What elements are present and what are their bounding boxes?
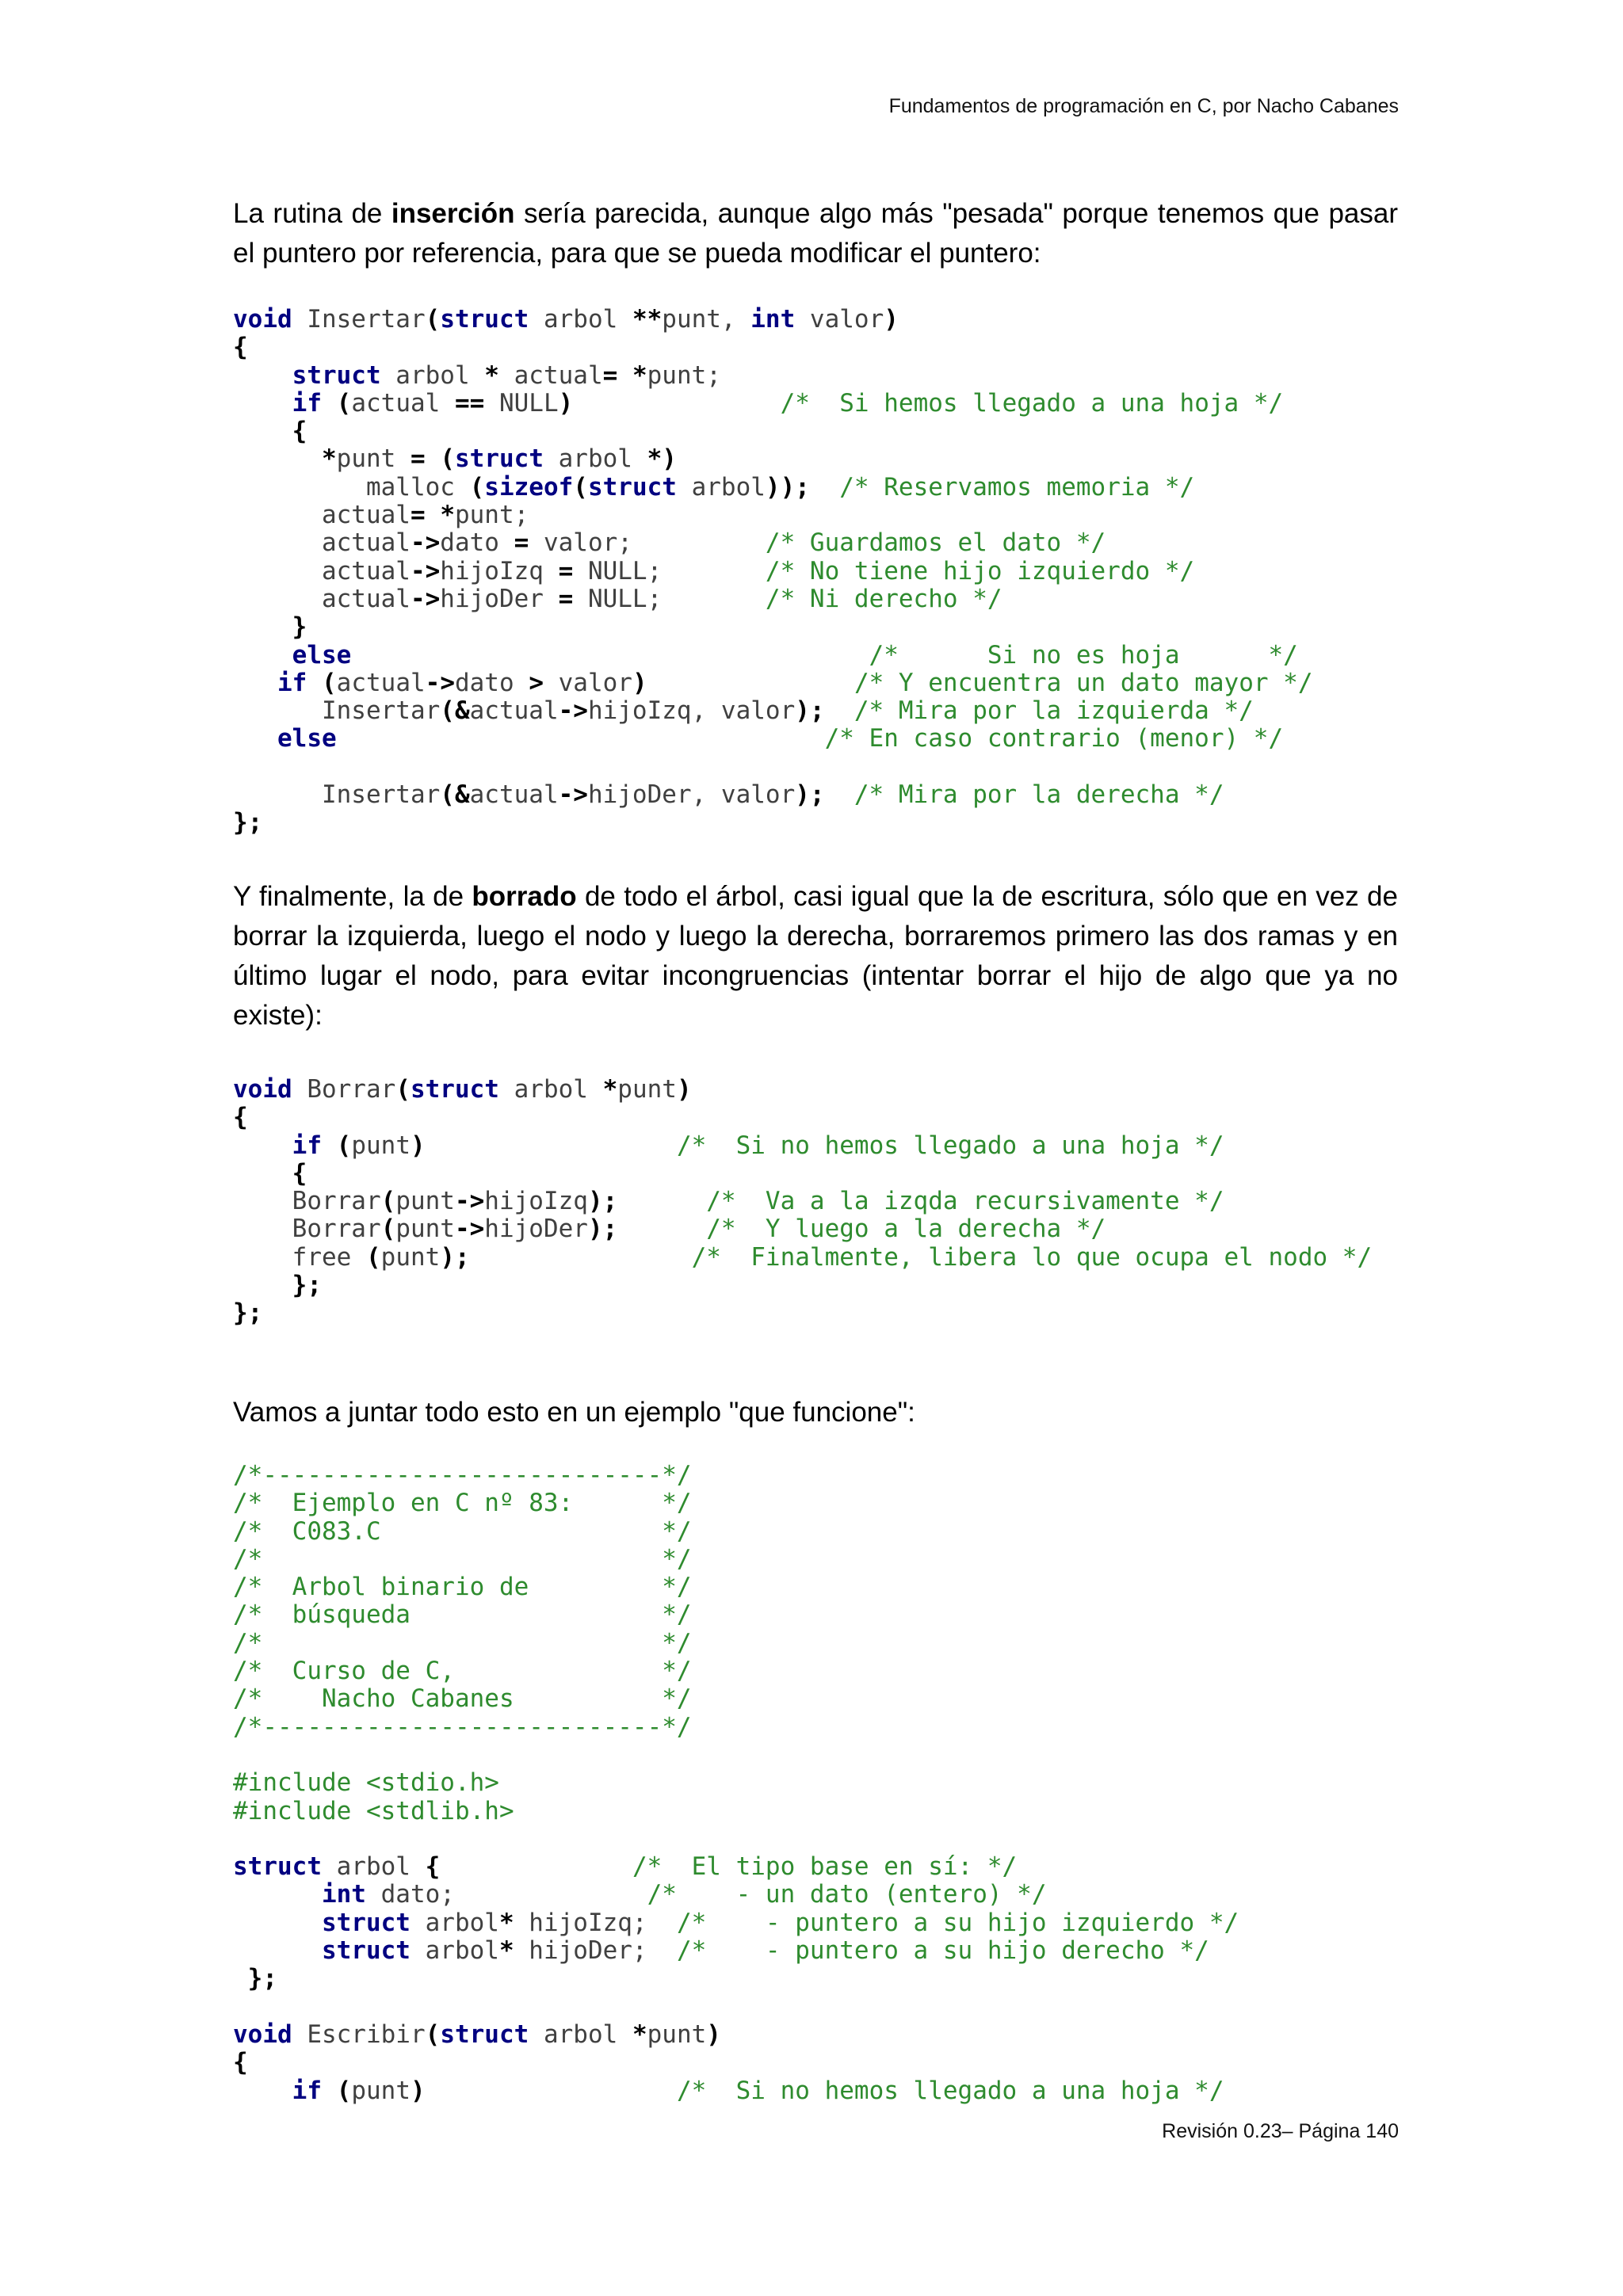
code-preprocessor: #include <stdlib.h> <box>233 1796 514 1825</box>
code-operator: = <box>558 584 574 613</box>
code-operator: { <box>233 2048 248 2077</box>
code-text <box>233 1271 292 1299</box>
bold-term-insercion: inserción <box>391 198 515 229</box>
code-text: NULL; <box>573 584 766 613</box>
code-comment: /* Si no es hoja */ <box>869 640 1298 669</box>
code-comment: /* Ejemplo en C nº 83: */ <box>233 1489 692 1518</box>
code-operator: ); <box>440 1242 470 1272</box>
code-text: hijoIzq; <box>514 1908 677 1937</box>
code-line <box>233 305 899 334</box>
code-operator: ) <box>410 1131 426 1160</box>
code-line <box>233 417 307 445</box>
code-comment: /* Mira por la derecha */ <box>854 780 1224 810</box>
code-operator: }; <box>233 1299 263 1328</box>
page-footer: Revisión 0.23– Página 140 <box>1162 2120 1399 2142</box>
code-text <box>233 417 292 445</box>
code-operator: { <box>233 1103 248 1132</box>
code-comment: /* - puntero a su hijo derecho */ <box>676 1936 1209 1966</box>
code-line <box>233 641 1298 669</box>
code-operator: * <box>440 501 455 530</box>
code-text: arbol <box>529 2019 632 2049</box>
code-text: hijoDer <box>440 584 559 613</box>
code-text: punt <box>336 444 411 474</box>
code-text: arbol <box>498 1075 603 1104</box>
code-keyword: void <box>233 2019 292 2049</box>
code-text <box>233 1936 322 1965</box>
code-text <box>233 389 292 418</box>
code-comment: /* Va a la izqda recursivamente */ <box>706 1187 1224 1216</box>
code-operator: ( <box>336 1131 352 1160</box>
code-text <box>573 389 780 418</box>
code-text: Borrar <box>292 1075 396 1104</box>
code-text: punt <box>351 1131 411 1160</box>
code-operator: = <box>602 360 618 390</box>
code-text: punt <box>617 1075 677 1104</box>
code-text: actual <box>233 584 411 613</box>
code-text <box>440 1852 632 1881</box>
code-operator: { <box>292 417 307 446</box>
code-text: Insertar <box>233 780 441 810</box>
code-operator: * <box>321 444 337 474</box>
code-operator: -> <box>558 696 588 726</box>
code-comment: /* Ni derecho */ <box>765 584 1002 613</box>
code-block-insertar <box>233 306 1313 837</box>
code-operator: -> <box>454 1187 485 1216</box>
code-text: Insertar <box>233 696 441 726</box>
code-comment: /* Arbol binario de */ <box>233 1573 692 1602</box>
code-operator: ) <box>632 668 647 697</box>
code-operator: { <box>425 1852 441 1882</box>
code-text: hijoDer <box>484 1215 588 1244</box>
code-operator: } <box>292 612 307 642</box>
code-text <box>233 641 292 669</box>
code-text: actual <box>233 556 411 585</box>
code-line <box>233 1797 514 1825</box>
code-keyword: void <box>233 305 292 334</box>
code-keyword: if <box>292 2076 322 2105</box>
code-text: dato <box>440 528 514 558</box>
code-keyword: struct <box>321 1936 411 1966</box>
code-text: punt, <box>662 305 751 334</box>
code-operator: (& <box>440 780 470 810</box>
code-text <box>233 669 277 697</box>
code-keyword: if <box>277 668 307 697</box>
code-comment: /* Mira por la izquierda */ <box>854 696 1254 726</box>
code-block-ejemplo <box>233 1462 1239 2105</box>
code-text <box>233 1131 292 1160</box>
code-text <box>351 641 869 669</box>
code-comment: /* C083.C */ <box>233 1516 692 1546</box>
code-text: arbol <box>380 360 485 390</box>
code-text: arbol <box>410 1908 499 1937</box>
code-line <box>233 612 307 641</box>
code-text <box>233 1159 292 1188</box>
code-text: actual <box>351 388 455 418</box>
code-text <box>233 1880 322 1909</box>
code-line <box>233 1271 322 1299</box>
code-comment: /* No tiene hijo izquierdo */ <box>765 556 1195 585</box>
code-line <box>233 1545 692 1573</box>
code-line <box>233 1187 1224 1215</box>
code-keyword: struct <box>233 1852 322 1882</box>
code-line <box>233 2077 1224 2105</box>
code-line <box>233 669 1313 697</box>
code-text <box>647 669 854 697</box>
code-operator: ) <box>706 2019 721 2049</box>
code-line <box>233 2020 721 2049</box>
code-line <box>233 1299 262 1327</box>
code-operator: > <box>529 668 544 697</box>
code-text: free <box>233 1242 366 1272</box>
code-text: punt <box>380 1242 441 1272</box>
code-comment: /* En caso contrario (menor) */ <box>824 724 1284 753</box>
code-text: arbol <box>529 305 632 334</box>
code-operator: = <box>410 501 426 530</box>
code-text: hijoIzq <box>484 1187 588 1216</box>
code-keyword: if <box>292 1131 322 1160</box>
code-text <box>426 501 441 529</box>
bold-term-borrado: borrado <box>472 881 577 912</box>
code-text: actual <box>498 360 603 390</box>
code-operator: * <box>498 1936 514 1966</box>
code-keyword: int <box>750 305 796 334</box>
code-text: actual <box>336 668 426 697</box>
code-text: valor <box>543 668 632 697</box>
code-line <box>233 696 1254 725</box>
code-keyword: struct <box>410 1075 499 1104</box>
code-operator: = <box>410 444 426 474</box>
code-comment: /*---------------------------*/ <box>233 1712 692 1741</box>
code-keyword: struct <box>440 305 529 334</box>
code-operator: ( <box>573 472 588 502</box>
code-operator: -> <box>454 1215 485 1244</box>
code-keyword: struct <box>455 444 544 474</box>
code-operator: * <box>484 360 499 390</box>
code-text: valor <box>795 305 884 334</box>
code-text <box>233 724 277 753</box>
code-text: hijoIzq, valor <box>587 696 796 726</box>
code-comment: /* Y encuentra un dato mayor */ <box>854 668 1313 697</box>
code-line <box>233 528 1106 557</box>
code-text: actual <box>233 528 411 558</box>
code-operator: ( <box>425 2019 441 2049</box>
code-operator: ( <box>336 2076 352 2105</box>
code-comment: /* - un dato (entero) */ <box>647 1880 1047 1909</box>
code-comment: /* Y luego a la derecha */ <box>706 1215 1106 1244</box>
code-text: punt <box>351 2076 411 2105</box>
code-text <box>307 669 322 697</box>
code-preprocessor: #include <stdio.h> <box>233 1768 499 1798</box>
code-operator: ( <box>365 1242 381 1272</box>
code-operator: (& <box>440 696 470 726</box>
code-text <box>825 780 854 809</box>
code-operator: }; <box>292 1271 322 1300</box>
code-line <box>233 1159 307 1188</box>
code-text: Borrar <box>233 1187 381 1216</box>
code-line <box>233 1852 1017 1881</box>
code-line <box>233 1629 692 1657</box>
code-operator: }; <box>233 808 263 837</box>
code-line <box>233 1936 1209 1965</box>
code-comment: /* Reservamos memoria */ <box>839 472 1195 502</box>
code-text: actual <box>233 501 411 530</box>
code-line <box>233 1600 692 1629</box>
page-header: Fundamentos de programación en C, por Nacho Cabanes <box>888 95 1399 117</box>
code-keyword: struct <box>440 2019 529 2049</box>
code-operator: { <box>233 333 248 362</box>
code-text: Insertar <box>292 305 426 334</box>
code-comment: /* Curso de C, */ <box>233 1657 692 1686</box>
code-line <box>233 1215 1106 1243</box>
code-operator: { <box>292 1158 307 1188</box>
code-operator: -> <box>425 668 455 697</box>
code-text <box>337 724 825 753</box>
code-line <box>233 1657 692 1685</box>
code-text <box>322 389 337 418</box>
code-comment: /* Finalmente, libera lo que ocupa el nodo */ <box>691 1242 1373 1272</box>
code-text <box>233 612 292 641</box>
code-text <box>426 444 441 473</box>
code-text: punt; <box>647 360 721 390</box>
code-text <box>825 696 854 725</box>
code-text <box>233 361 292 390</box>
code-line <box>233 780 1224 809</box>
code-text <box>426 2077 677 2105</box>
code-comment: /*---------------------------*/ <box>233 1461 692 1489</box>
code-operator: * <box>602 1075 618 1104</box>
code-text <box>322 1131 337 1160</box>
code-line <box>233 333 248 361</box>
code-line <box>233 1243 1372 1272</box>
code-operator: * <box>632 360 647 390</box>
code-text: arbol <box>543 444 647 474</box>
code-line <box>233 808 262 837</box>
code-line <box>233 1075 692 1104</box>
code-line <box>233 724 1283 753</box>
code-text <box>810 473 839 502</box>
paragraph-ejemplo: Vamos a juntar todo esto en un ejemplo "que funcione": <box>233 1397 915 1428</box>
text-span: sería parecida, aunque algo más "pesada" porque tenemos que pasar el puntero por referencia, para que se pueda modificar el puntero: <box>233 198 1398 269</box>
code-line <box>233 1573 692 1601</box>
code-text: Escribir <box>292 2019 426 2049</box>
code-block-borrar <box>233 1076 1372 1328</box>
text-span: La rutina de <box>233 198 391 229</box>
code-text: punt; <box>454 501 529 530</box>
code-text <box>426 1131 677 1160</box>
code-text <box>233 1909 322 1937</box>
code-operator: )); <box>765 472 810 502</box>
code-text <box>617 361 632 390</box>
code-operator: ) <box>410 2076 426 2105</box>
code-operator: ( <box>322 668 337 697</box>
code-keyword: sizeof <box>484 472 574 502</box>
code-operator: == <box>454 388 485 418</box>
code-line <box>233 585 1002 613</box>
code-text: arbol <box>410 1936 499 1966</box>
code-comment: /* - puntero a su hijo izquierdo */ <box>676 1908 1239 1937</box>
code-line <box>233 1964 277 1993</box>
code-line <box>233 1880 1047 1909</box>
text-span: Y finalmente, la de <box>233 881 472 912</box>
code-operator: -> <box>410 528 441 558</box>
code-line <box>233 1909 1239 1937</box>
code-text: punt <box>647 2019 707 2049</box>
code-text: Borrar <box>233 1215 381 1244</box>
code-operator: }; <box>247 1964 277 1993</box>
code-comment: /* El tipo base en sí: */ <box>632 1852 1018 1882</box>
code-line <box>233 1103 248 1131</box>
code-comment: /* */ <box>233 1628 692 1657</box>
code-text <box>617 1215 706 1243</box>
code-text <box>233 444 322 473</box>
code-keyword: struct <box>292 360 381 390</box>
code-text: dato; <box>365 1880 647 1909</box>
code-line <box>233 2048 248 2077</box>
code-text: arbol <box>321 1852 426 1882</box>
code-keyword: void <box>233 1075 292 1104</box>
code-line <box>233 1489 692 1517</box>
paragraph-insertion <box>233 194 1398 273</box>
code-comment: /* Si hemos llegado a una hoja */ <box>780 388 1284 418</box>
code-line <box>233 1684 692 1713</box>
code-line <box>233 1713 692 1741</box>
code-line <box>233 444 677 473</box>
code-line <box>233 361 721 390</box>
code-operator: = <box>514 528 529 558</box>
code-text: actual <box>469 696 559 726</box>
code-line <box>233 473 1194 502</box>
code-operator: * <box>632 2019 647 2049</box>
code-operator: ( <box>425 305 441 334</box>
code-keyword: int <box>321 1880 366 1909</box>
code-operator: ( <box>395 1075 411 1104</box>
code-text <box>470 1243 692 1272</box>
code-operator: ) <box>884 305 899 334</box>
code-keyword: struct <box>587 472 677 502</box>
code-comment: /* Nacho Cabanes */ <box>233 1684 692 1714</box>
code-text: valor; <box>529 528 766 558</box>
code-comment: /* Si no hemos llegado a una hoja */ <box>676 2076 1224 2105</box>
code-line <box>233 1131 1224 1160</box>
code-operator: ); <box>795 780 825 810</box>
code-operator: -> <box>410 556 441 585</box>
code-text: hijoDer, valor <box>587 780 796 810</box>
code-operator: ( <box>380 1187 396 1216</box>
code-operator: ); <box>587 1187 618 1216</box>
code-text: dato <box>454 668 529 697</box>
code-operator: ( <box>469 472 485 502</box>
code-operator: ) <box>676 1075 692 1104</box>
code-line <box>233 1768 499 1797</box>
code-keyword: else <box>277 724 337 753</box>
code-text: NULL <box>484 388 559 418</box>
code-operator: ); <box>795 696 825 726</box>
code-line <box>233 1461 692 1489</box>
code-operator: ) <box>558 388 574 418</box>
code-operator: ( <box>380 1215 396 1244</box>
code-text: punt <box>395 1215 455 1244</box>
code-operator: -> <box>410 584 441 613</box>
code-line <box>233 1517 692 1546</box>
code-text <box>322 2077 337 2105</box>
code-line <box>233 501 529 529</box>
code-line <box>233 557 1194 585</box>
code-operator: ( <box>336 388 352 418</box>
paragraph-borrado <box>233 877 1398 1035</box>
code-keyword: struct <box>321 1908 411 1937</box>
code-text <box>233 1964 248 1993</box>
code-text: punt <box>395 1187 455 1216</box>
code-operator: = <box>558 556 574 585</box>
code-keyword: if <box>292 388 322 418</box>
code-keyword: else <box>292 640 352 669</box>
code-comment: /* */ <box>233 1544 692 1573</box>
code-text: arbol <box>676 472 766 502</box>
code-text <box>617 1187 706 1215</box>
code-comment: /* Guardamos el dato */ <box>765 528 1106 558</box>
code-text <box>233 2077 292 2105</box>
code-text: hijoDer; <box>514 1936 677 1966</box>
code-operator: * <box>498 1908 514 1937</box>
code-operator: ** <box>632 305 663 334</box>
text-span: de todo el árbol, casi igual que la de escritura, sólo que en vez de borrar la izquierda, luego el nodo y luego la derecha, borraremos primero las dos ramas y en último lugar el nodo, para evitar incongruencias (intentar borrar el hijo de algo que ya no existe): <box>233 881 1398 1031</box>
code-comment: /* Si no hemos llegado a una hoja */ <box>676 1131 1224 1160</box>
code-comment: /* búsqueda */ <box>233 1600 692 1630</box>
code-text: NULL; <box>573 556 766 585</box>
code-text: malloc <box>233 472 470 502</box>
code-operator: ( <box>440 444 455 474</box>
code-operator: *) <box>647 444 677 474</box>
code-line <box>233 389 1283 418</box>
code-text: hijoIzq <box>440 556 559 585</box>
code-operator: -> <box>558 780 588 810</box>
code-text: actual <box>469 780 559 810</box>
code-operator: ); <box>587 1215 618 1244</box>
